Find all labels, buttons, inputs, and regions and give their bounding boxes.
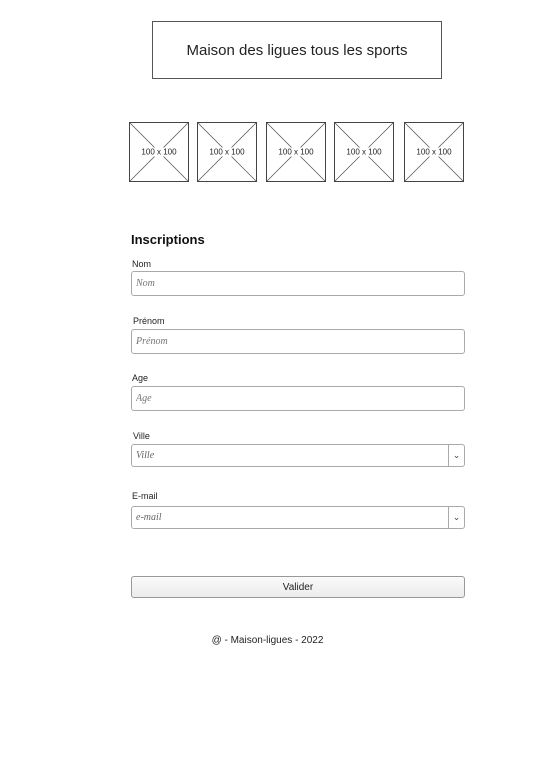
image-size-label: 100 x 100	[346, 147, 382, 157]
image-size-label: 100 x 100	[416, 147, 452, 157]
age-input[interactable]	[131, 386, 465, 411]
image-size-label: 100 x 100	[141, 147, 177, 157]
image-placeholder-4	[334, 122, 394, 182]
form-title: Inscriptions	[131, 232, 205, 247]
age-label: Age	[132, 373, 149, 383]
ville-label: Ville	[133, 431, 150, 441]
ville-select[interactable]	[131, 444, 465, 467]
ville-select-value: Ville	[136, 450, 155, 461]
image-placeholder-5	[404, 122, 464, 182]
chevron-down-icon[interactable]: ⌄	[448, 507, 464, 528]
nom-label: Nom	[132, 259, 152, 269]
site-header	[152, 21, 442, 79]
footer-text: @ - Maison-ligues - 2022	[211, 635, 324, 646]
prenom-input[interactable]	[131, 329, 465, 354]
image-placeholder-3	[266, 122, 326, 182]
prenom-label: Prénom	[133, 316, 165, 326]
site-title: Maison des ligues tous les sports	[186, 41, 408, 59]
email-select[interactable]	[131, 506, 465, 529]
email-label: E-mail	[132, 491, 158, 501]
image-placeholder-1	[129, 122, 189, 182]
image-placeholder-2	[197, 122, 257, 182]
chevron-down-icon[interactable]: ⌄	[448, 445, 464, 466]
submit-button[interactable]: Valider	[131, 576, 465, 598]
image-size-label: 100 x 100	[209, 147, 245, 157]
email-select-value: e-mail	[136, 512, 162, 523]
nom-input[interactable]	[131, 271, 465, 296]
image-size-label: 100 x 100	[278, 147, 314, 157]
